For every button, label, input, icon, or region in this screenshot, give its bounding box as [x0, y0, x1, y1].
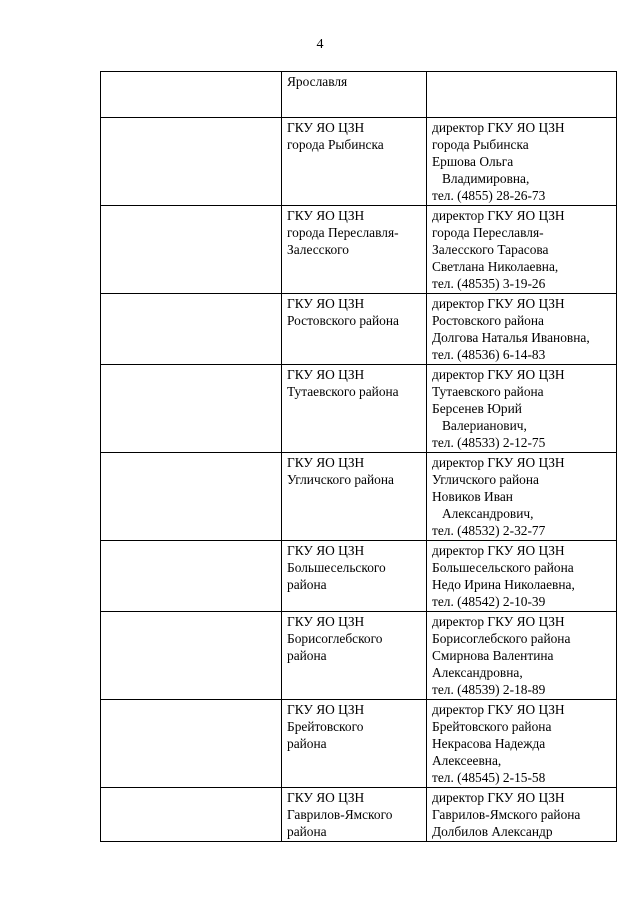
employment-centers-table — [100, 71, 617, 842]
contact-line: директор ГКУ ЯО ЦЗН — [432, 614, 565, 629]
org-line: ГКУ ЯО ЦЗН — [287, 543, 365, 558]
contact-line: Борисоглебского района — [432, 631, 571, 646]
contact-line: директор ГКУ ЯО ЦЗН — [432, 702, 565, 717]
contact-line: директор ГКУ ЯО ЦЗН — [432, 208, 565, 223]
empty-cell — [101, 365, 282, 453]
org-cell — [282, 72, 427, 118]
empty-cell — [101, 700, 282, 788]
contact-line: директор ГКУ ЯО ЦЗН — [432, 296, 565, 311]
table-row — [101, 788, 617, 842]
table-row — [101, 612, 617, 700]
org-line: ГКУ ЯО ЦЗН — [287, 455, 365, 470]
org-line: ГКУ ЯО ЦЗН — [287, 367, 365, 382]
contact-line: тел. (48542) 2-10-39 — [432, 594, 546, 609]
org-line: района — [287, 824, 327, 839]
contact-cell — [427, 788, 617, 842]
org-line: Большесельского — [287, 560, 386, 575]
org-line: ГКУ ЯО ЦЗН — [287, 702, 365, 717]
org-cell — [282, 365, 427, 453]
contact-line: Долгова Наталья Ивановна, — [432, 330, 590, 345]
empty-cell — [101, 453, 282, 541]
contact-line: Смирнова Валентина — [432, 648, 554, 663]
org-line: района — [287, 736, 327, 751]
contact-line: тел. (4855) 28-26-73 — [432, 188, 546, 203]
contact-line: Александровна, — [432, 665, 523, 680]
contact-line: Александрович, — [442, 506, 534, 521]
org-cell — [282, 118, 427, 206]
contact-line: города Переславля- — [432, 225, 544, 240]
contact-line: Залесского Тарасова — [432, 242, 549, 257]
table-row — [101, 453, 617, 541]
table-body — [101, 72, 617, 842]
contact-cell — [427, 700, 617, 788]
table-row — [101, 118, 617, 206]
org-cell — [282, 206, 427, 294]
contact-line: директор ГКУ ЯО ЦЗН — [432, 790, 565, 805]
org-line: Гаврилов-Ямского — [287, 807, 393, 822]
contact-line: Ершова Ольга — [432, 154, 514, 169]
empty-cell — [101, 118, 282, 206]
contact-line: Недо Ирина Николаевна, — [432, 577, 575, 592]
contact-cell — [427, 118, 617, 206]
contact-cell — [427, 541, 617, 612]
contact-line: Новиков Иван — [432, 489, 513, 504]
contact-line: тел. (48536) 6-14-83 — [432, 347, 546, 362]
org-line: ГКУ ЯО ЦЗН — [287, 790, 365, 805]
org-line: района — [287, 648, 327, 663]
org-line: Угличского района — [287, 472, 394, 487]
contact-line: Долбилов Александр — [432, 824, 553, 839]
org-line: Борисоглебского — [287, 631, 383, 646]
contact-line: Гаврилов-Ямского района — [432, 807, 581, 822]
contact-line: тел. (48532) 2-32-77 — [432, 523, 546, 538]
org-line: ГКУ ЯО ЦЗН — [287, 208, 365, 223]
contact-cell — [427, 453, 617, 541]
org-line: Залесского — [287, 242, 349, 257]
contact-cell — [427, 294, 617, 365]
contact-line: Владимировна, — [442, 171, 530, 186]
table-row — [101, 294, 617, 365]
org-line: ГКУ ЯО ЦЗН — [287, 296, 365, 311]
contact-line: директор ГКУ ЯО ЦЗН — [432, 455, 565, 470]
contact-line: тел. (48533) 2-12-75 — [432, 435, 546, 450]
org-cell — [282, 453, 427, 541]
empty-cell — [101, 788, 282, 842]
table-row — [101, 206, 617, 294]
table-row — [101, 365, 617, 453]
contact-line: Угличского района — [432, 472, 539, 487]
org-line: Ярославля — [287, 74, 348, 89]
empty-cell — [101, 612, 282, 700]
contact-line: тел. (48539) 2-18-89 — [432, 682, 546, 697]
table-row — [101, 72, 617, 118]
contact-line: Ростовского района — [432, 313, 544, 328]
contact-line: тел. (48535) 3-19-26 — [432, 276, 546, 291]
contact-line: города Рыбинска — [432, 137, 529, 152]
table-row — [101, 700, 617, 788]
contact-cell — [427, 72, 617, 118]
empty-cell — [101, 206, 282, 294]
org-line: района — [287, 577, 327, 592]
empty-cell — [101, 541, 282, 612]
contact-cell — [427, 612, 617, 700]
org-cell — [282, 700, 427, 788]
empty-cell — [101, 294, 282, 365]
org-line: ГКУ ЯО ЦЗН — [287, 614, 365, 629]
contact-line: тел. (48545) 2-15-58 — [432, 770, 546, 785]
contact-line: директор ГКУ ЯО ЦЗН — [432, 543, 565, 558]
contact-line: Некрасова Надежда — [432, 736, 546, 751]
contact-line: директор ГКУ ЯО ЦЗН — [432, 120, 565, 135]
contact-cell — [427, 206, 617, 294]
contact-line: Берсенев Юрий — [432, 401, 522, 416]
contact-cell — [427, 365, 617, 453]
contact-line: Брейтовского района — [432, 719, 552, 734]
org-line: Брейтовского — [287, 719, 364, 734]
contact-line: Светлана Николаевна, — [432, 259, 559, 274]
contact-line: Алексеевна, — [432, 753, 502, 768]
org-cell — [282, 541, 427, 612]
org-line: ГКУ ЯО ЦЗН — [287, 120, 365, 135]
org-cell — [282, 294, 427, 365]
contact-line: Тутаевского района — [432, 384, 544, 399]
org-cell — [282, 612, 427, 700]
table-row — [101, 541, 617, 612]
contact-line: Валерианович, — [442, 418, 527, 433]
org-line: города Рыбинска — [287, 137, 384, 152]
org-line: города Переславля- — [287, 225, 399, 240]
org-line: Тутаевского района — [287, 384, 399, 399]
page-number: 4 — [316, 37, 324, 52]
empty-cell — [101, 72, 282, 118]
org-line: Ростовского района — [287, 313, 399, 328]
contact-line: директор ГКУ ЯО ЦЗН — [432, 367, 565, 382]
contact-line: Большесельского района — [432, 560, 574, 575]
org-cell — [282, 788, 427, 842]
